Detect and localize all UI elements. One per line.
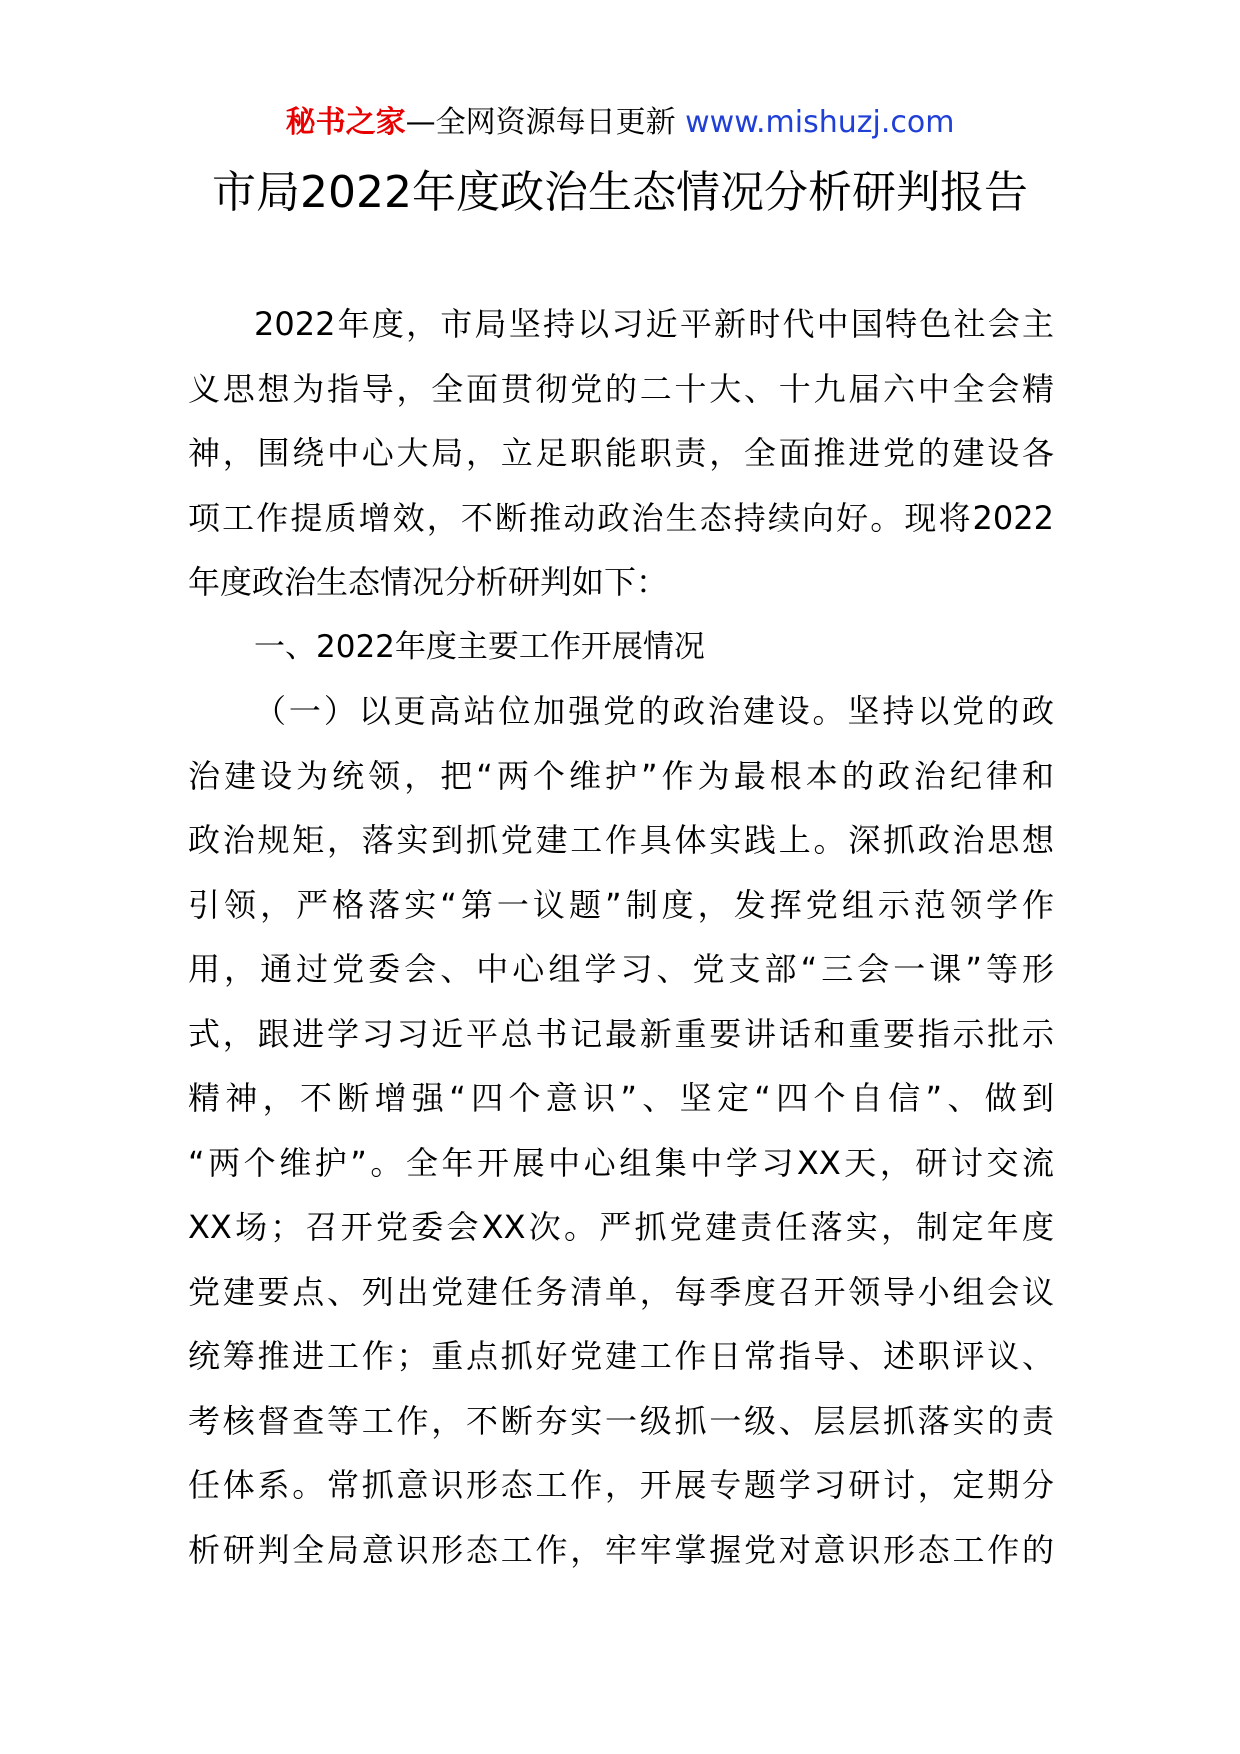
paragraph-line: 治建设为统领，把“两个维护”作为最根本的政治纪律和	[188, 756, 1054, 795]
paragraph-line: 2022年度，市局坚持以习近平新时代中国特色社会主	[254, 305, 1054, 343]
paragraph-line: 考核督查等工作，不断夯实一级抓一级、层层抓落实的责	[188, 1401, 1054, 1440]
paragraph-line: 年度政治生态情况分析研判如下：	[188, 563, 669, 601]
section-heading: 一、2022年度主要工作开展情况	[254, 628, 705, 665]
paragraph-line: 统筹推进工作；重点抓好党建工作日常指导、述职评议、	[188, 1337, 1054, 1375]
paragraph-line: 项工作提质增效，不断推动政治生态持续向好。现将2022	[188, 498, 1054, 537]
paragraph-line: 析研判全局意识形态工作，牢牢掌握党对意识形态工作的	[188, 1530, 1054, 1569]
paragraph-line: 精神，不断增强“四个意识”、坚定“四个自信”、做到	[188, 1079, 1054, 1117]
document-body	[188, 292, 1054, 1582]
paragraph-line: 政治规矩，落实到抓党建工作具体实践上。深抓政治思想	[188, 821, 1054, 859]
paragraph-line: 神，围绕中心大局，立足职能职责，全面推进党的建设各	[188, 434, 1054, 472]
paragraph-line: 式，跟进学习习近平总书记最新重要讲话和重要指示批示	[188, 1014, 1054, 1053]
paragraph-line: 义思想为指导，全面贯彻党的二十大、十九届六中全会精	[188, 369, 1054, 408]
paragraph-line: XX场；召开党委会XX次。严抓党建责任落实，制定年度	[188, 1208, 1054, 1246]
paragraph-line: 党建要点、列出党建任务清单，每季度召开领导小组会议	[188, 1272, 1054, 1311]
paragraph-line: （一）以更高站位加强党的政治建设。坚持以党的政	[254, 692, 1054, 730]
paragraph-line: 用，通过党委会、中心组学习、党支部“三会一课”等形	[188, 950, 1054, 988]
paragraph-line: 引领，严格落实“第一议题”制度，发挥党组示范领学作	[188, 885, 1054, 924]
brand-name: 秘书之家	[285, 105, 406, 140]
document-title: 市局2022年度政治生态情况分析研判报告	[212, 167, 1028, 218]
header-tagline: —全网资源每日更新	[405, 105, 686, 140]
paragraph-line: 任体系。常抓意识形态工作，开展专题学习研讨，定期分	[188, 1466, 1054, 1504]
paragraph-line: “两个维护”。全年开展中心组集中学习XX天，研讨交流	[188, 1143, 1054, 1182]
site-header	[0, 103, 1240, 143]
site-url-link[interactable]: www.mishuzj.com	[685, 105, 955, 140]
